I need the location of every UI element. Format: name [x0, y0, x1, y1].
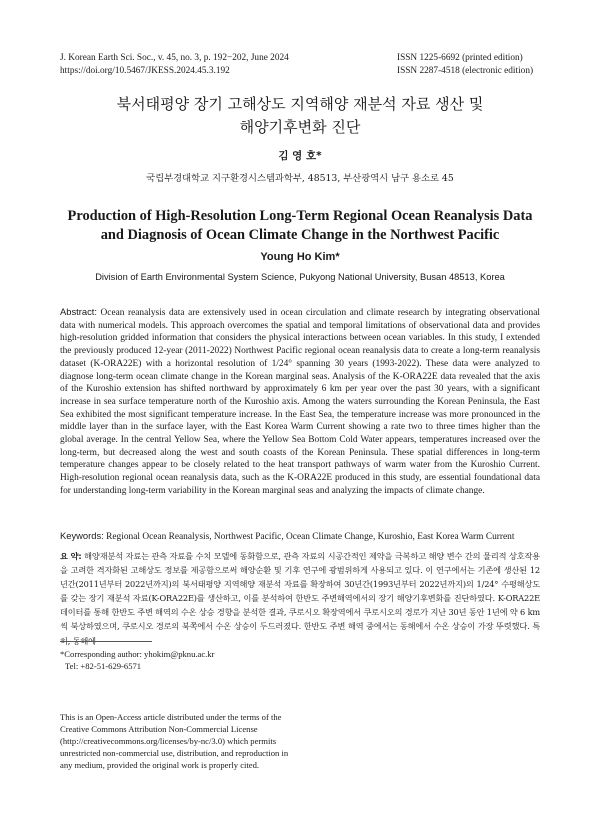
english-affiliation: Division of Earth Environmental System Science, Pukyong National University, Busan 48513, Korea: [95, 272, 505, 282]
keywords: [60, 530, 540, 544]
keywords-label: Keywords:: [60, 530, 104, 541]
keywords-body: Regional Ocean Reanalysis, Northwest Pacific, Ocean Climate Change, Kuroshio, East Korea Warm Current: [106, 532, 515, 542]
english-title: [60, 207, 540, 245]
korean-abstract-body: 해양재분석 자료는 관측 자료를 수치 모델에 동화함으로, 관측 자료의 시공간적인 제약을 극복하고 해양 변수 간의 물리적 상호작용을 고려한 격자화된 고해상도 정보를 제공함으로써 해양순환 및 기후 연구에 광범위하게 사용되고 있다. 이 연구에서는 기존에 생산된 12년간(2011년부터 2022년까지)의 북서태평양 지역해양 재분석 자료를 확장하여 30년간(1993년부터 2022년까지)의 1/24° 수평해상도를 갖는 장기 재분석 자료(K-ORA22E)를 생산하고, 이를 분석하여 한반도 주변해역에서의 장기 해양기후변화를 진단하였다. K-ORA22E 데이터를 통해 한반도 주변 해역의 수온 상승 경향을 분석한 결과, 쿠로시오 확장역에서 쿠로시오의 경로가 지난 30년 동안 1년에 약 6 km 씩 북상하였으며, 쿠로시오 경로의 북쪽에서 수온 상승이 두드러졌다. 한반도 주변 해역 중에서는 동해에서 수온 상승이 가장 뚜렷했다. 특히, 동해에: [60, 551, 541, 646]
footnote-divider: [60, 641, 152, 642]
issn-electronic: ISSN 2287-4518 (electronic edition): [397, 66, 534, 76]
journal-citation: [60, 52, 289, 78]
journal-line: J. Korean Earth Sci. Soc., v. 45, no. 3, p. 192−202, June 2024: [60, 53, 289, 63]
english-title-line1: Production of High-Resolution Long-Term Regional Ocean Reanalysis Data: [67, 208, 533, 224]
abstract: [60, 306, 540, 498]
korean-title-line1: 북서태평양 장기 고해상도 지역해양 재분석 자료 생산 및: [116, 95, 484, 113]
issn-print: ISSN 1225-6692 (printed edition): [397, 53, 523, 63]
korean-abstract: [60, 549, 540, 648]
korean-title-line2: 해양기후변화 진단: [239, 118, 361, 136]
korean-affiliation: 국립부경대학교 지구환경시스템과학부, 48513, 부산광역시 남구 용소로 45: [146, 173, 454, 184]
abstract-label: Abstract:: [60, 306, 97, 317]
corresponding-tel: Tel: +82-51-629-6571: [65, 661, 142, 671]
license-notice: This is an Open-Access article distributed under the terms of the Creative Commons Attribution Non-Commercial License (http://creativecommons.org/licenses/by-nc/3.0) which permits unrestricted non-commercial use, distribution, and reproduction in any medium, provided the original work is properly cited.: [60, 712, 289, 770]
english-author: Young Ho Kim*: [260, 251, 340, 263]
abstract-body: Ocean reanalysis data are extensively used in ocean circulation and climate research by integrating observational data with numerical models. This approach overcomes the spatial and temporal limitations of observational data and provides high-resolution gridded information that considers the physical interactions between ocean variables. In this study, I extended the previously produced 12-year (2011-2022) Northwest Pacific regional ocean reanalysis data to create a long-term reanalysis dataset (K-ORA22E) with a horizontal resolution of 1/24° spanning 30 years (1993-2022). These data were analyzed to diagnose long-term ocean climate change in the Korean marginal seas. Analysis of the K-ORA22E data revealed that the axis of the Kuroshio extension has shifted northward by approximately 6 km per year over the past 30 years, with a significant increase in sea surface temperature north of the Kuroshio axis. Among the waters surrounding the Korean Peninsula, the East Sea exhibited the most significant temperature increase. In the East Sea, the temperature increase was more pronounced in the middle layer than in the surface layer, with the East Korea Warm Current showing a rate two to three times higher than the global average. In the central Yellow Sea, where the Yellow Sea Bottom Cold Water appears, temperatures increased over the long-term, but decreased along the west and south coasts of the Korean Peninsula. These spatial differences in long-term temperature changes appear to be closely related to the heat transport pathways of warm water from the Kuroshio Current. High-resolution regional ocean reanalysis data, such as the K-ORA22E produced in this study, are essential foundational data for understanding long-term variability in the Korean marginal seas and analyzing the impacts of climate change.: [60, 308, 541, 496]
english-title-line2: and Diagnosis of Ocean Climate Change in the Northwest Pacific: [100, 227, 500, 243]
doi-link[interactable]: https://doi.org/10.5467/JKESS.2024.45.3.192: [60, 66, 230, 76]
issn-block: [397, 52, 533, 78]
korean-abstract-label: 요 약:: [60, 551, 82, 561]
corresponding-author-footnote: [60, 648, 360, 672]
corresponding-email[interactable]: *Corresponding author: yhokim@pknu.ac.kr: [60, 649, 215, 659]
korean-title: [60, 93, 540, 139]
korean-author: 김 영 호*: [278, 150, 322, 162]
